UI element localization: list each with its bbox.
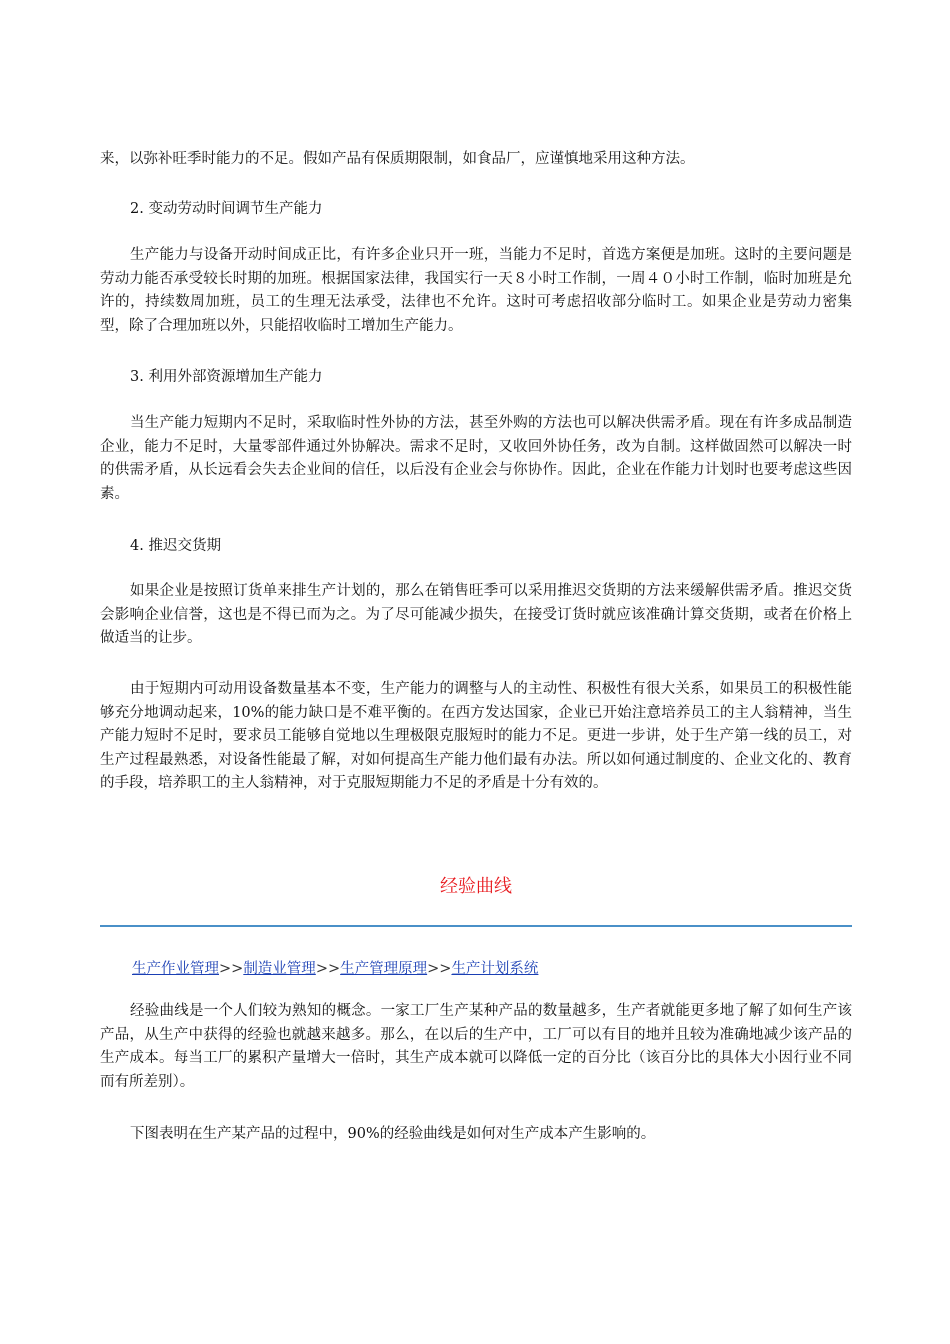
paragraph-employee-initiative: 由于短期内可动用设备数量基本不变，生产能力的调整与人的主动性、积极性有很大关系，如果员工的积极性能够充分地调动起来，10%的能力缺口是不难平衡的。在西方发达国家，企业已开始注意培养员工的主人翁精神，当生产能力短时不足时，要求员工能够自觉地以生理极限克服短时的能力不足。更进一步讲，处于生产第一线的员工，对生产过程最熟悉，对设备性能最了解，对如何提高生产能力他们最有办法。所以如何通过制度的、企业文化的、教育的手段，培养职工的主人翁精神，对于克服短期能力不足的矛盾是十分有效的。 [100, 681, 852, 791]
paragraph-continuation: 来，以弥补旺季时能力的不足。假如产品有保质期限制，如食品厂，应谨慎地采用这种方法。 [100, 151, 695, 167]
paragraph-experience-curve-figure-note: 下图表明在生产某产品的过程中，90%的经验曲线是如何对生产成本产生影响的。 [130, 1126, 656, 1142]
breadcrumb-link-production-operations[interactable]: 生产作业管理 [132, 961, 219, 977]
breadcrumb-separator: >> [315, 961, 341, 977]
breadcrumb [132, 958, 538, 980]
heading-variable-labor-time: 2. 变动劳动时间调节生产能力 [130, 201, 323, 217]
paragraph-external-resources: 当生产能力短期内不足时，采取临时性外协的方法，甚至外购的方法也可以解决供需矛盾。现在有许多成品制造企业，能力不足时，大量零部件通过外协解决。需求不足时，又收回外协任务，改为自制。这样做固然可以解决一时的供需矛盾，从长远看会失去企业间的信任，以后没有企业会与你协作。因此，企业在作能力计划时也要考虑这些因素。 [100, 415, 852, 502]
section-divider [100, 925, 852, 927]
paragraph-labor-time: 生产能力与设备开动时间成正比，有许多企业只开一班，当能力不足时，首选方案便是加班。这时的主要问题是劳动力能否承受较长时期的加班。根据国家法律，我国实行一天８小时工作制，一周４０小时工作制，临时加班是允许的，持续数周加班，员工的生理无法承受，法律也不允许。这时可考虑招收部分临时工。如果企业是劳动力密集型，除了合理加班以外，只能招收临时工增加生产能力。 [100, 247, 852, 334]
breadcrumb-link-manufacturing[interactable]: 制造业管理 [243, 961, 316, 977]
section-title-experience-curve: 经验曲线 [440, 876, 512, 897]
breadcrumb-separator: >> [427, 961, 452, 977]
breadcrumb-link-production-planning[interactable]: 生产计划系统 [451, 961, 539, 977]
breadcrumb-separator: >> [219, 961, 244, 977]
paragraph-experience-curve-intro: 经验曲线是一个人们较为熟知的概念。一家工厂生产某种产品的数量越多，生产者就能更多地了解了如何生产该产品，从生产中获得的经验也就越来越多。那么，在以后的生产中，工厂可以有目的地并且较为准确地减少该产品的生产成本。每当工厂的累积产量增大一倍时，其生产成本就可以降低一定的百分比（该百分比的具体大小因行业不同而有所差别）。 [100, 1003, 852, 1090]
breadcrumb-link-production-principles[interactable]: 生产管理原理 [340, 961, 428, 977]
paragraph-delay-delivery: 如果企业是按照订货单来排生产计划的，那么在销售旺季可以采用推迟交货期的方法来缓解供需矛盾。推迟交货会影响企业信誉，这也是不得已而为之。为了尽可能减少损失，在接受订货时就应该准确计算交货期，或者在价格上做适当的让步。 [100, 583, 852, 646]
heading-delay-delivery: 4. 推迟交货期 [130, 538, 221, 554]
heading-external-resources: 3. 利用外部资源增加生产能力 [130, 369, 323, 385]
